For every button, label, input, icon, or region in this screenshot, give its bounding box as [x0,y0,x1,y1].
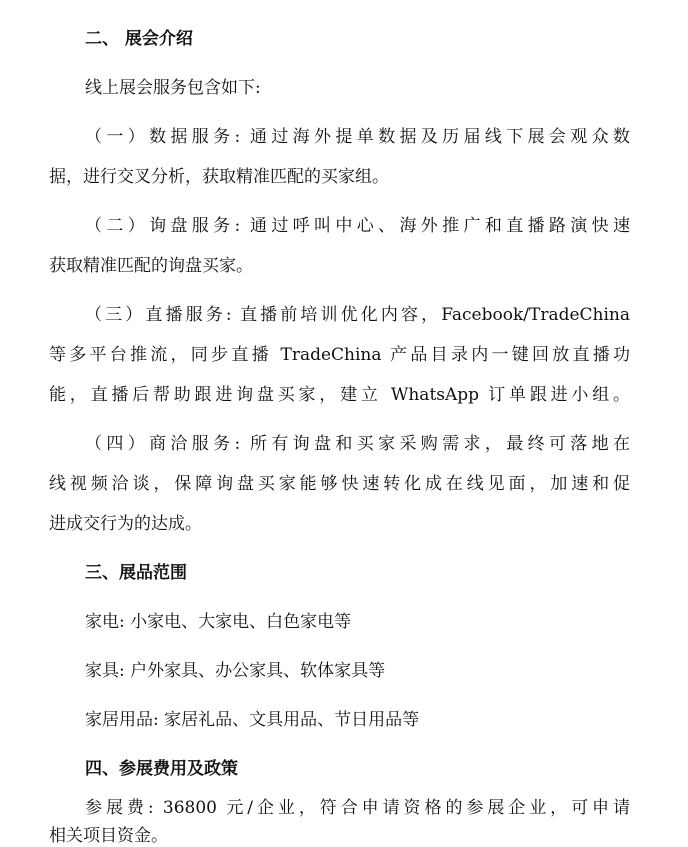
item-4-line-2: 线视频洽谈，保障询盘买家能够快速转化成在线见面，加速和促 [49,474,630,494]
item-3-line-2: 等多平台推流，同步直播 TradeChina 产品目录内一键回放直播功 [49,345,630,365]
exhibit-line-home-goods: 家居用品: 家居礼品、文具用品、节日用品等 [85,710,420,730]
section-2-intro: 线上展会服务包含如下: [85,78,261,98]
item-4-line-3: 进成交行为的达成。 [49,514,202,534]
item-2-line-1: （二）询盘服务: 通过呼叫中心、海外推广和直播路演快速 [85,216,630,236]
exhibit-line-furniture: 家具: 户外家具、办公家具、软体家具等 [85,661,386,681]
section-2-heading: 二、 展会介绍 [85,29,193,49]
section-3-heading: 三、展品范围 [85,563,187,583]
item-3-line-1: （三）直播服务: 直播前培训优化内容，Facebook/TradeChina [85,305,630,325]
fee-line-1: 参展费: 36800 元/企业，符合申请资格的参展企业，可申请 [85,798,630,818]
item-4-line-1: （四）商洽服务: 所有询盘和买家采购需求，最终可落地在 [85,434,630,454]
section-4-heading: 四、参展费用及政策 [85,759,238,779]
fee-line-2: 相关项目资金。 [49,826,168,846]
exhibit-line-appliances: 家电: 小家电、大家电、白色家电等 [85,612,352,632]
item-1-line-1: （一）数据服务: 通过海外提单数据及历届线下展会观众数 [85,127,630,147]
item-2-line-2: 获取精准匹配的询盘买家。 [49,256,253,276]
item-1-line-2: 据，进行交叉分析，获取精准匹配的买家组。 [49,167,389,187]
item-3-line-3: 能，直播后帮助跟进询盘买家，建立 WhatsApp 订单跟进小组。 [49,385,630,405]
